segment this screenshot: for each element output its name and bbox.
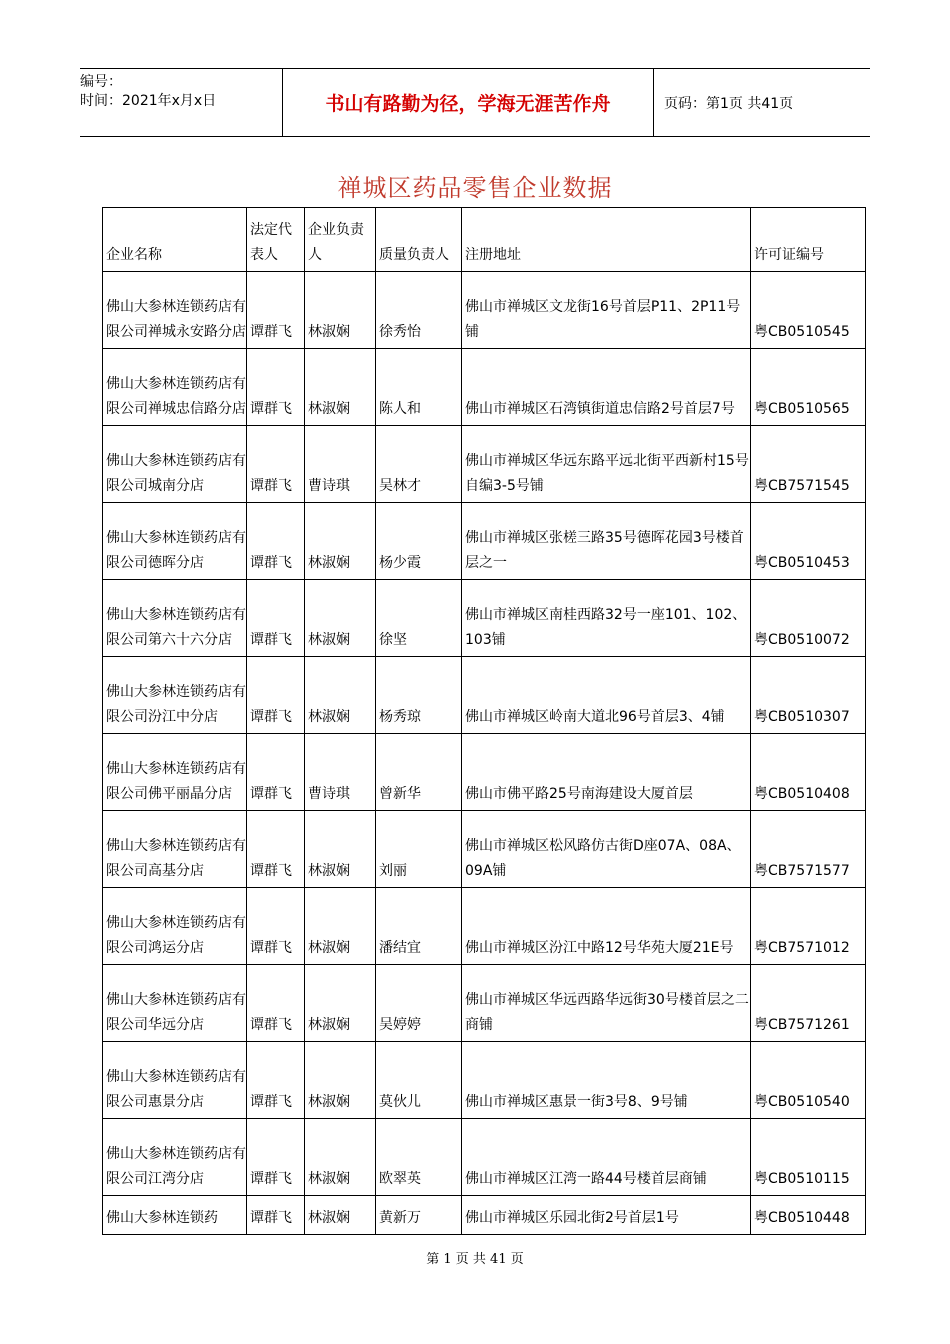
column-header-registered-address: 注册地址 xyxy=(462,208,751,272)
cell-quality-head: 欧翠英 xyxy=(376,1119,462,1196)
page-header xyxy=(80,68,870,137)
cell-legal-representative: 谭群飞 xyxy=(247,657,305,734)
cell-enterprise-name: 佛山大参林连锁药店有限公司高基分店 xyxy=(103,811,247,888)
column-header-legal-representative: 法定代表人 xyxy=(247,208,305,272)
table-header-row xyxy=(103,208,866,272)
cell-license-number: 粤CB0510565 xyxy=(751,349,866,426)
cell-quality-head: 徐秀怡 xyxy=(376,272,462,349)
cell-license-number: 粤CB0510115 xyxy=(751,1119,866,1196)
cell-license-number: 粤CB7571545 xyxy=(751,426,866,503)
cell-registered-address: 佛山市禅城区江湾一路44号楼首层商铺 xyxy=(462,1119,751,1196)
cell-quality-head: 潘结宜 xyxy=(376,888,462,965)
cell-enterprise-name: 佛山大参林连锁药店有限公司禅城忠信路分店 xyxy=(103,349,247,426)
header-page-info: 页码：第1页 共41页 xyxy=(664,95,794,112)
cell-quality-head: 吴婷婷 xyxy=(376,965,462,1042)
cell-quality-head: 曾新华 xyxy=(376,734,462,811)
cell-registered-address: 佛山市禅城区汾江中路12号华苑大厦21E号 xyxy=(462,888,751,965)
cell-license-number: 粤CB0510453 xyxy=(751,503,866,580)
header-meta xyxy=(80,69,282,136)
cell-registered-address: 佛山市禅城区松风路仿古街D座07A、08A、09A铺 xyxy=(462,811,751,888)
cell-quality-head: 黄新万 xyxy=(376,1196,462,1235)
cell-registered-address: 佛山市禅城区华远西路华远街30号楼首层之二商铺 xyxy=(462,965,751,1042)
cell-license-number: 粤CB7571261 xyxy=(751,965,866,1042)
cell-registered-address: 佛山市禅城区石湾镇街道忠信路2号首层7号 xyxy=(462,349,751,426)
cell-enterprise-head: 林淑娴 xyxy=(305,1042,376,1119)
cell-legal-representative: 谭群飞 xyxy=(247,811,305,888)
cell-license-number: 粤CB7571577 xyxy=(751,811,866,888)
table-row xyxy=(103,811,866,888)
cell-license-number: 粤CB0510545 xyxy=(751,272,866,349)
cell-enterprise-name: 佛山大参林连锁药店有限公司华远分店 xyxy=(103,965,247,1042)
cell-legal-representative: 谭群飞 xyxy=(247,1196,305,1235)
column-header-quality-head: 质量负责人 xyxy=(376,208,462,272)
table-row xyxy=(103,272,866,349)
table-row xyxy=(103,503,866,580)
cell-quality-head: 吴林才 xyxy=(376,426,462,503)
cell-license-number: 粤CB0510448 xyxy=(751,1196,866,1235)
header-motto: 书山有路勤为径，学海无涯苦作舟 xyxy=(282,69,654,136)
cell-enterprise-name: 佛山大参林连锁药店有限公司鸿运分店 xyxy=(103,888,247,965)
cell-quality-head: 陈人和 xyxy=(376,349,462,426)
table-row xyxy=(103,1042,866,1119)
cell-license-number: 粤CB0510307 xyxy=(751,657,866,734)
cell-quality-head: 莫伙儿 xyxy=(376,1042,462,1119)
cell-enterprise-head: 曹诗琪 xyxy=(305,734,376,811)
document-date: 时间：2021年x月x日 xyxy=(80,93,217,109)
cell-legal-representative: 谭群飞 xyxy=(247,349,305,426)
cell-enterprise-head: 林淑娴 xyxy=(305,1196,376,1235)
cell-legal-representative: 谭群飞 xyxy=(247,965,305,1042)
cell-legal-representative: 谭群飞 xyxy=(247,1119,305,1196)
cell-quality-head: 刘丽 xyxy=(376,811,462,888)
cell-registered-address: 佛山市禅城区张槎三路35号德晖花园3号楼首层之一 xyxy=(462,503,751,580)
table-row xyxy=(103,888,866,965)
column-header-enterprise-head: 企业负责人 xyxy=(305,208,376,272)
cell-legal-representative: 谭群飞 xyxy=(247,426,305,503)
cell-legal-representative: 谭群飞 xyxy=(247,1042,305,1119)
table-row xyxy=(103,580,866,657)
cell-enterprise-head: 林淑娴 xyxy=(305,657,376,734)
cell-enterprise-name: 佛山大参林连锁药 xyxy=(103,1196,247,1235)
cell-license-number: 粤CB0510072 xyxy=(751,580,866,657)
table-row xyxy=(103,349,866,426)
cell-registered-address: 佛山市禅城区惠景一街3号8、9号铺 xyxy=(462,1042,751,1119)
cell-enterprise-name: 佛山大参林连锁药店有限公司德晖分店 xyxy=(103,503,247,580)
table-row xyxy=(103,657,866,734)
cell-legal-representative: 谭群飞 xyxy=(247,272,305,349)
cell-registered-address: 佛山市禅城区乐园北街2号首层1号 xyxy=(462,1196,751,1235)
cell-license-number: 粤CB0510408 xyxy=(751,734,866,811)
table-row xyxy=(103,426,866,503)
cell-license-number: 粤CB7571012 xyxy=(751,888,866,965)
cell-enterprise-name: 佛山大参林连锁药店有限公司禅城永安路分店 xyxy=(103,272,247,349)
page-footer: 第 1 页 共 41 页 xyxy=(426,1252,524,1267)
cell-legal-representative: 谭群飞 xyxy=(247,503,305,580)
cell-enterprise-name: 佛山大参林连锁药店有限公司第六十六分店 xyxy=(103,580,247,657)
cell-enterprise-name: 佛山大参林连锁药店有限公司城南分店 xyxy=(103,426,247,503)
cell-enterprise-name: 佛山大参林连锁药店有限公司惠景分店 xyxy=(103,1042,247,1119)
cell-enterprise-name: 佛山大参林连锁药店有限公司佛平丽晶分店 xyxy=(103,734,247,811)
cell-legal-representative: 谭群飞 xyxy=(247,580,305,657)
cell-enterprise-head: 林淑娴 xyxy=(305,1119,376,1196)
cell-enterprise-head: 林淑娴 xyxy=(305,272,376,349)
cell-registered-address: 佛山市禅城区文龙街16号首层P11、2P11号铺 xyxy=(462,272,751,349)
cell-registered-address: 佛山市佛平路25号南海建设大厦首层 xyxy=(462,734,751,811)
cell-enterprise-head: 林淑娴 xyxy=(305,965,376,1042)
cell-quality-head: 徐坚 xyxy=(376,580,462,657)
cell-registered-address: 佛山市禅城区华远东路平远北街平西新村15号自编3-5号铺 xyxy=(462,426,751,503)
cell-enterprise-head: 林淑娴 xyxy=(305,580,376,657)
cell-enterprise-head: 曹诗琪 xyxy=(305,426,376,503)
cell-enterprise-head: 林淑娴 xyxy=(305,349,376,426)
cell-enterprise-head: 林淑娴 xyxy=(305,888,376,965)
cell-quality-head: 杨秀琼 xyxy=(376,657,462,734)
cell-registered-address: 佛山市禅城区南桂西路32号一座101、102、103铺 xyxy=(462,580,751,657)
cell-enterprise-name: 佛山大参林连锁药店有限公司汾江中分店 xyxy=(103,657,247,734)
cell-enterprise-head: 林淑娴 xyxy=(305,503,376,580)
cell-registered-address: 佛山市禅城区岭南大道北96号首层3、4铺 xyxy=(462,657,751,734)
document-number: 编号： xyxy=(80,74,122,90)
column-header-license-number: 许可证编号 xyxy=(751,208,866,272)
cell-license-number: 粤CB0510540 xyxy=(751,1042,866,1119)
table-row xyxy=(103,1119,866,1196)
enterprise-table xyxy=(102,207,866,1235)
table-row xyxy=(103,734,866,811)
cell-quality-head: 杨少霞 xyxy=(376,503,462,580)
table-row xyxy=(103,965,866,1042)
cell-legal-representative: 谭群飞 xyxy=(247,734,305,811)
table-row xyxy=(103,1196,866,1235)
cell-legal-representative: 谭群飞 xyxy=(247,888,305,965)
cell-enterprise-name: 佛山大参林连锁药店有限公司江湾分店 xyxy=(103,1119,247,1196)
column-header-enterprise-name: 企业名称 xyxy=(103,208,247,272)
cell-enterprise-head: 林淑娴 xyxy=(305,811,376,888)
document-title: 禅城区药品零售企业数据 xyxy=(337,174,613,202)
